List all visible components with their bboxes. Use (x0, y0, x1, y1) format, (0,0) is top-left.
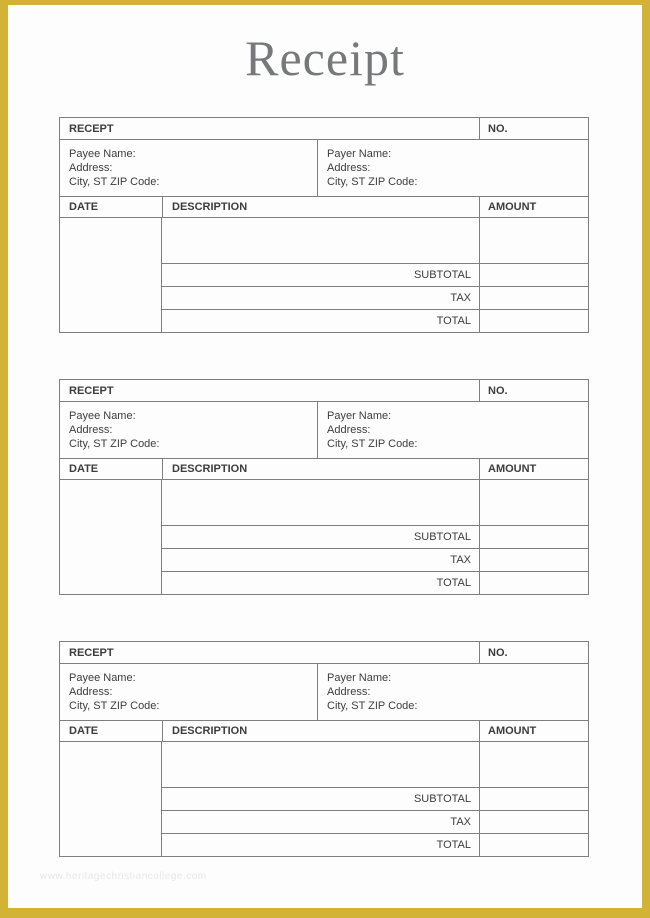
tax-value-cell[interactable] (479, 287, 588, 309)
subtotal-value-cell[interactable] (479, 264, 588, 286)
description-amount-area (162, 218, 588, 332)
column-header-row (60, 720, 588, 741)
tax-row (162, 810, 588, 833)
payer-name-label: Payer Name: (327, 148, 392, 160)
amount-entry-cell[interactable] (479, 742, 588, 787)
payer-name-label: Payer Name: (327, 410, 392, 422)
payee-field[interactable] (60, 402, 317, 458)
tax-value-cell[interactable] (479, 549, 588, 571)
date-entry-cell[interactable] (60, 742, 162, 856)
parties-row (60, 139, 588, 196)
payee-address-label: Address: (69, 162, 113, 174)
payee-address-label: Address: (69, 424, 113, 436)
description-entry-cell[interactable] (162, 742, 479, 787)
subtotal-label: SUBTOTAL (413, 269, 471, 281)
total-value-cell[interactable] (479, 310, 588, 332)
receipt-number-field[interactable] (479, 642, 588, 663)
line-item-row (162, 218, 588, 263)
column-header-row (60, 196, 588, 217)
line-item-row (162, 480, 588, 525)
description-amount-area (162, 480, 588, 594)
description-amount-area (162, 742, 588, 856)
parties-row (60, 401, 588, 458)
payer-field[interactable] (317, 140, 588, 196)
payee-name-label: Payee Name: (69, 672, 136, 684)
amount-column-header: AMOUNT (479, 197, 588, 217)
subtotal-row (162, 525, 588, 548)
receipt-form-2 (59, 379, 589, 595)
line-items-body (60, 741, 588, 856)
total-row (162, 571, 588, 594)
date-column-header: DATE (69, 201, 99, 213)
payer-city-label: City, ST ZIP Code: (327, 700, 418, 712)
description-column-header: DESCRIPTION (162, 459, 479, 479)
total-row (162, 309, 588, 332)
total-label: TOTAL (436, 839, 471, 851)
payer-field[interactable] (317, 402, 588, 458)
no-label: NO. (488, 384, 508, 397)
payer-address-label: Address: (327, 686, 371, 698)
tax-label: TAX (450, 554, 471, 566)
watermark-text: www.heritagechristiancollege.com (40, 871, 207, 882)
payee-city-label: City, ST ZIP Code: (69, 176, 160, 188)
payer-city-label: City, ST ZIP Code: (327, 176, 418, 188)
receipt-header-row (60, 118, 588, 139)
total-value-cell[interactable] (479, 834, 588, 856)
description-column-header: DESCRIPTION (162, 197, 479, 217)
line-item-row (162, 742, 588, 787)
payee-field[interactable] (60, 140, 317, 196)
payee-address-label: Address: (69, 686, 113, 698)
receipt-number-field[interactable] (479, 380, 588, 401)
amount-entry-cell[interactable] (479, 480, 588, 525)
tax-label: TAX (450, 292, 471, 304)
total-value-cell[interactable] (479, 572, 588, 594)
line-items-body (60, 479, 588, 594)
receipt-header-row (60, 642, 588, 663)
subtotal-label: SUBTOTAL (413, 793, 471, 805)
parties-row (60, 663, 588, 720)
no-label: NO. (488, 646, 508, 659)
no-label: NO. (488, 122, 508, 135)
description-column-header: DESCRIPTION (162, 721, 479, 741)
amount-column-header: AMOUNT (479, 459, 588, 479)
payee-name-label: Payee Name: (69, 148, 136, 160)
receipt-form-3 (59, 641, 589, 857)
tax-label: TAX (450, 816, 471, 828)
payee-name-label: Payee Name: (69, 410, 136, 422)
total-label: TOTAL (436, 315, 471, 327)
date-column-header: DATE (69, 725, 99, 737)
payer-address-label: Address: (327, 424, 371, 436)
total-row (162, 833, 588, 856)
subtotal-row (162, 787, 588, 810)
date-entry-cell[interactable] (60, 218, 162, 332)
description-entry-cell[interactable] (162, 218, 479, 263)
date-column-header: DATE (69, 463, 99, 475)
total-label: TOTAL (436, 577, 471, 589)
line-items-body (60, 217, 588, 332)
receipt-label: RECEPT (69, 384, 114, 397)
description-entry-cell[interactable] (162, 480, 479, 525)
payee-field[interactable] (60, 664, 317, 720)
receipt-form-1 (59, 117, 589, 333)
column-header-row (60, 458, 588, 479)
payee-city-label: City, ST ZIP Code: (69, 700, 160, 712)
payer-field[interactable] (317, 664, 588, 720)
payer-name-label: Payer Name: (327, 672, 392, 684)
subtotal-label: SUBTOTAL (413, 531, 471, 543)
subtotal-value-cell[interactable] (479, 526, 588, 548)
tax-row (162, 548, 588, 571)
date-entry-cell[interactable] (60, 480, 162, 594)
amount-entry-cell[interactable] (479, 218, 588, 263)
receipt-label: RECEPT (69, 646, 114, 659)
page-title: Receipt (245, 30, 405, 86)
subtotal-row (162, 263, 588, 286)
payer-address-label: Address: (327, 162, 371, 174)
payee-city-label: City, ST ZIP Code: (69, 438, 160, 450)
receipt-label: RECEPT (69, 122, 114, 135)
amount-column-header: AMOUNT (479, 721, 588, 741)
receipt-number-field[interactable] (479, 118, 588, 139)
subtotal-value-cell[interactable] (479, 788, 588, 810)
payer-city-label: City, ST ZIP Code: (327, 438, 418, 450)
receipt-header-row (60, 380, 588, 401)
tax-value-cell[interactable] (479, 811, 588, 833)
tax-row (162, 286, 588, 309)
